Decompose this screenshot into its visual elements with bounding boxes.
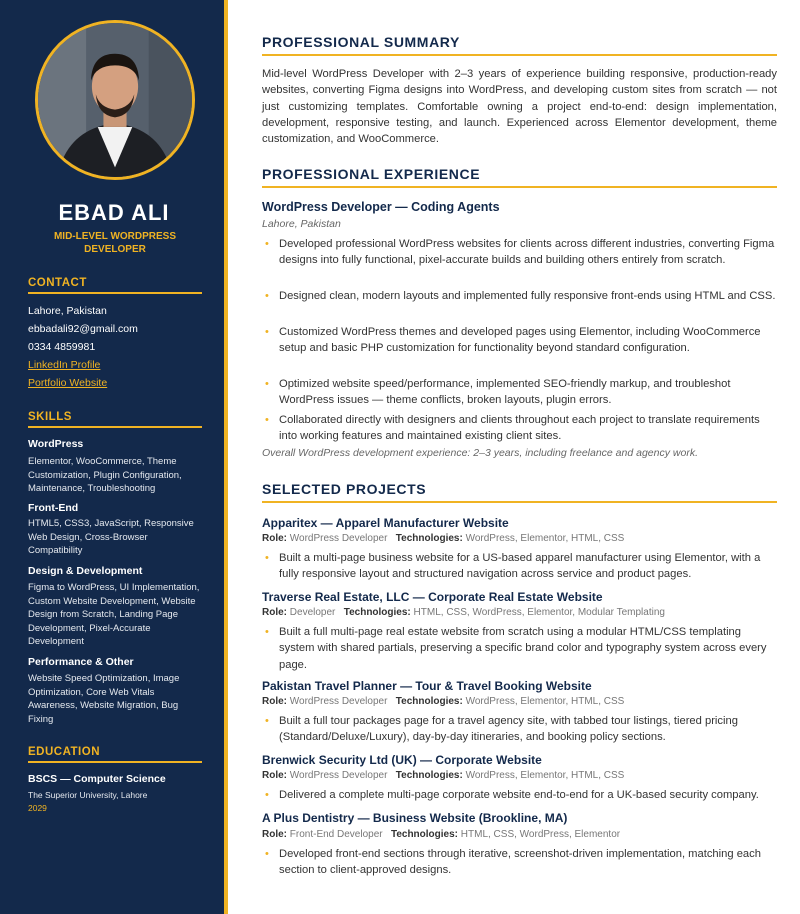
project-title: Brenwick Security Ltd (UK) — Corporate Website xyxy=(262,753,542,767)
education-school: The Superior University, Lahore xyxy=(28,790,148,800)
linkedin-link[interactable]: LinkedIn Profile xyxy=(28,359,101,371)
experience-bullet: • Designed clean, modern layouts and implemented fully responsive front-ends using HTML and CSS. xyxy=(262,288,777,304)
contact-heading: CONTACT xyxy=(28,277,202,294)
experience-bullet: • Developed professional WordPress websites for clients across different industries, converting Figma designs into fully functional, pixel-accurate builds and building others entirely from scratch. xyxy=(262,236,777,269)
sidebar xyxy=(0,0,228,914)
skills-heading: SKILLS xyxy=(28,411,202,428)
experience-note: Overall WordPress development experience: 2–3 years, including freelance and agency work. xyxy=(262,447,698,459)
project-meta: Role: Developer Technologies: HTML, CSS, WordPress, Elementor, Modular Templating xyxy=(262,607,665,618)
skill-group-title: WordPress xyxy=(28,438,84,450)
project-meta: Role: WordPress Developer Technologies: WordPress, Elementor, HTML, CSS xyxy=(262,696,625,707)
experience-bullet: • Collaborated directly with designers and clients throughout each project to translate requirements into working features and maintained existing client sites. xyxy=(262,412,777,445)
project-bullet: • Built a full multi-page real estate website from scratch using a modular HTML/CSS templating system with shared partials, preserving a specific brand color and typography system across every page. xyxy=(262,624,777,673)
experience-bullet: • Optimized website speed/performance, implemented SEO-friendly markup, and troubleshot WordPress issues — theme conflicts, broken layouts, plugin errors. xyxy=(262,376,777,409)
project-meta: Role: WordPress Developer Technologies: WordPress, Elementor, HTML, CSS xyxy=(262,770,625,781)
summary-text: Mid-level WordPress Developer with 2–3 years of experience building responsive, production-ready websites, converting Figma designs into WordPress, and developing custom sites from scratch — not just customizing templates. Comfortable owning a project end-to-end: design implementation, development, responsive testing, and launch. Experienced across Elementor development, theme customization, and WooCommerce. xyxy=(262,68,777,146)
project-meta: Role: WordPress Developer Technologies: WordPress, Elementor, HTML, CSS xyxy=(262,533,625,544)
candidate-role: MID-LEVEL WORDPRESS DEVELOPER xyxy=(53,231,177,255)
candidate-name: EBAD ALI xyxy=(58,200,170,225)
projects-heading: SELECTED PROJECTS xyxy=(262,481,777,503)
project-meta: Role: Front-End Developer Technologies: HTML, CSS, WordPress, Elementor xyxy=(262,829,621,840)
education-heading: EDUCATION xyxy=(28,746,202,763)
project-title: Apparitex — Apparel Manufacturer Website xyxy=(262,516,509,530)
project-bullet: • Built a multi-page business website for a US-based apparel manufacturer using Elementor, with a fully responsive layout and structured navigation across service and product pages. xyxy=(262,550,777,583)
portfolio-link[interactable]: Portfolio Website xyxy=(28,377,108,389)
experience-heading: PROFESSIONAL EXPERIENCE xyxy=(262,166,777,188)
project-title: Traverse Real Estate, LLC — Corporate Real Estate Website xyxy=(262,590,603,604)
skill-group-title: Performance & Other xyxy=(28,656,134,668)
summary-heading: PROFESSIONAL SUMMARY xyxy=(262,34,777,56)
skill-group-title: Front-End xyxy=(28,502,79,514)
education-degree: BSCS — Computer Science xyxy=(28,773,166,785)
project-title: Pakistan Travel Planner — Tour & Travel Booking Website xyxy=(262,679,592,693)
profile-photo-image xyxy=(38,23,192,177)
profile-photo xyxy=(35,20,195,180)
skill-group-text: HTML5, CSS3, JavaScript, Responsive Web Design, Cross-Browser Compatibility xyxy=(28,518,194,556)
project-title: A Plus Dentistry — Business Website (Brookline, MA) xyxy=(262,811,568,825)
contact-email[interactable]: ebbadali92@gmail.com xyxy=(28,323,138,335)
experience-bullet: • Customized WordPress themes and developed pages using Elementor, including WooCommerce setup and basic PHP customization for functionality beyond standard configuration. xyxy=(262,324,777,357)
skill-group-text: Figma to WordPress, UI Implementation, Custom Website Development, Website Design from Scratch, Landing Page Development, Pixel-Accurate Development xyxy=(28,582,200,647)
contact-phone: 0334 4859981 xyxy=(28,341,96,353)
skill-group-text: Website Speed Optimization, Image Optimization, Core Web Vitals Awareness, Website Migration, Bug Fixing xyxy=(28,673,180,725)
education-year: 2029 xyxy=(28,803,47,813)
skill-group-title: Design & Development xyxy=(28,565,143,577)
project-bullet: • Developed front-end sections through iterative, screenshot-driven implementation, matching each section to client-approved designs. xyxy=(262,846,777,879)
project-bullet: • Delivered a complete multi-page corporate website end-to-end for a UK-based security company. xyxy=(262,787,777,803)
contact-location: Lahore, Pakistan xyxy=(28,305,107,317)
job-location: Lahore, Pakistan xyxy=(262,218,341,230)
project-bullet: • Built a full tour packages page for a travel agency site, with tabbed tour listings, tiered pricing (Standard/Deluxe/Luxury), day-by-day itineraries, and booking policy sections. xyxy=(262,713,777,746)
skill-group-text: Elementor, WooCommerce, Theme Customization, Plugin Configuration, Maintenance, Troubleshooting xyxy=(28,456,182,494)
job-title: WordPress Developer — Coding Agents xyxy=(262,200,500,214)
